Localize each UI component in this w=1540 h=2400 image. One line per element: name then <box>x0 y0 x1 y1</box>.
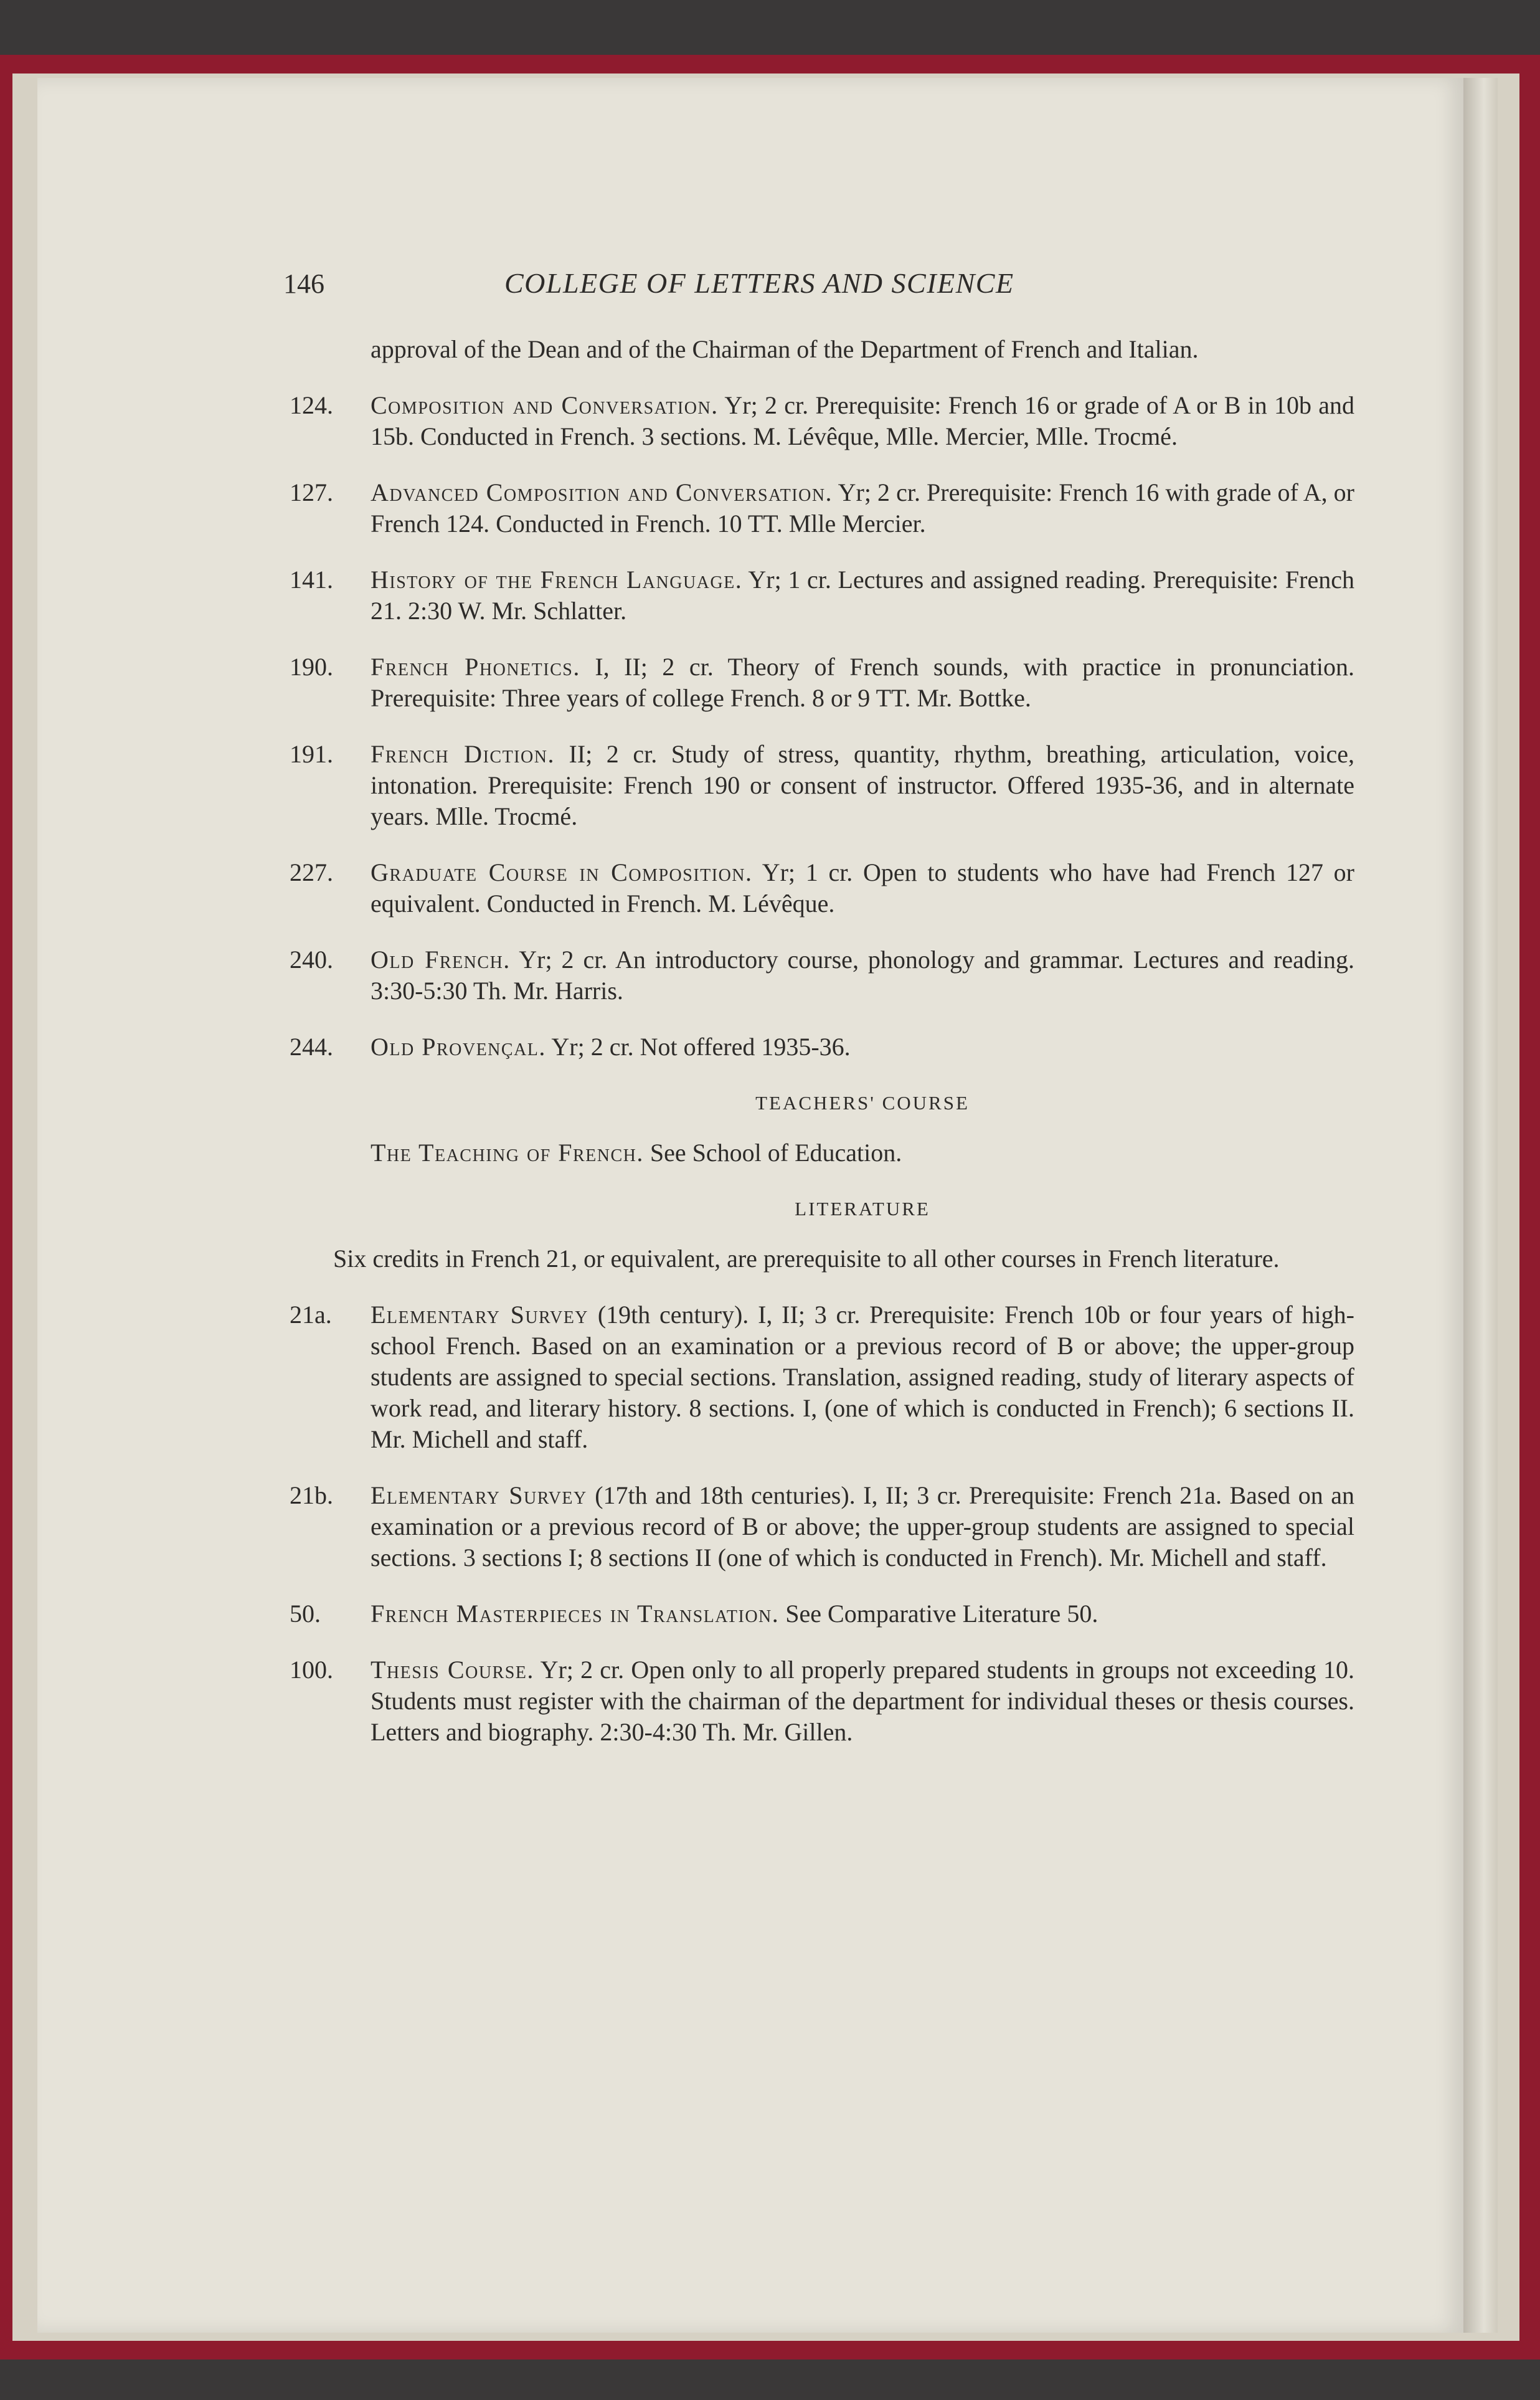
page-content <box>283 268 1354 1773</box>
course-body: Yr; 1 cr. Open to students who have had French 127 or equivalent. Conducted in French. M. Lévêque. <box>371 858 1354 918</box>
teachers-course-entry <box>371 1137 1354 1169</box>
course-number: 21a. <box>290 1301 332 1329</box>
literature-intro: Six credits in French 21, or equivalent, are prerequisite to all other courses in French literature. <box>333 1245 1280 1273</box>
course-title: French Diction. <box>371 740 555 768</box>
course-number: 227. <box>290 858 333 886</box>
page-number: 146 <box>283 268 324 299</box>
course-body: I, II; 2 cr. Theory of French sounds, with practice in pronunciation. Prerequisite: Three years of college French. 8 or 9 TT. Mr. Bottke. <box>371 653 1354 712</box>
course-number: 100. <box>290 1656 333 1684</box>
course-body: See Comparative Literature 50. <box>779 1600 1098 1628</box>
course-body: (17th and 18th centuries). I, II; 3 cr. Prerequisite: French 21a. Based on an examination or a previous record of B or above; the upper-group students are assigned to special sections. 3 sections I; 8 sections II (one of which is conducted in French). Mr. Michell and staff. <box>371 1481 1354 1572</box>
course-number: 190. <box>290 653 333 681</box>
course-description <box>371 564 1354 627</box>
course-entry <box>283 1598 1354 1629</box>
course-body: Yr; 2 cr. Open only to all properly prepared students in groups not exceeding 10. Students must register with the chairman of the department for individual theses or thesis courses. Letters and biography. 2:30-4:30 Th. Mr. Gillen. <box>371 1656 1354 1746</box>
course-number: 124. <box>290 391 333 419</box>
course-description <box>371 1598 1354 1629</box>
course-description <box>371 1480 1354 1573</box>
course-entry <box>283 944 1354 1007</box>
course-entry <box>283 564 1354 627</box>
continuation-text: approval of the Dean and of the Chairman of the Department of French and Italian. <box>371 335 1199 363</box>
course-body: II; 2 cr. Study of stress, quantity, rhythm, breathing, articulation, voice, intonation. Prerequisite: French 190 or consent of instructor. Offered 1935-36, and in alternate years. Mlle. Trocmé. <box>371 740 1354 830</box>
course-entry <box>283 857 1354 919</box>
course-title: History of the French Language. <box>371 566 743 594</box>
course-body: (19th century). I, II; 3 cr. Prerequisite: French 10b or four years of high-school French. Based on an examination or a previous record of B or above; the upper-group students are assigned to special sections. Translation, assigned reading, study of literary aspects of work read, and literary history. 8 sections. I, (one of which is conducted in French); 6 sections II. Mr. Michell and staff. <box>371 1301 1354 1453</box>
course-entry <box>283 1032 1354 1063</box>
course-title: Elementary Survey <box>371 1301 589 1329</box>
course-title: Elementary Survey <box>371 1481 587 1509</box>
course-title: Advanced Composition and Conversation. <box>371 478 833 506</box>
course-number: 21b. <box>290 1481 333 1509</box>
course-number: 191. <box>290 740 333 768</box>
course-entry <box>283 390 1354 452</box>
page-gutter <box>1463 78 1498 2333</box>
course-entry <box>283 652 1354 714</box>
course-title: Graduate Course in Composition. <box>371 858 753 886</box>
course-body: Yr; 2 cr. Prerequisite: French 16 or grade of A or B in 10b and 15b. Conducted in French. 3 sections. M. Lévêque, Mlle. Mercier, Mlle. Trocmé. <box>371 391 1354 450</box>
course-title: The Teaching of French. <box>371 1139 644 1167</box>
course-description <box>371 739 1354 832</box>
course-description <box>371 1299 1354 1455</box>
course-description <box>371 477 1354 539</box>
course-title: French Phonetics. <box>371 653 580 681</box>
course-number: 240. <box>290 946 333 974</box>
course-description <box>371 857 1354 919</box>
course-entry <box>283 1480 1354 1573</box>
course-body: Yr; 2 cr. Prerequisite: French 16 with grade of A, or French 124. Conducted in French. 10 TT. Mlle Mercier. <box>371 478 1354 538</box>
page-header <box>283 268 1354 300</box>
course-body: Yr; 2 cr. An introductory course, phonology and grammar. Lectures and reading. 3:30-5:30 Th. Mr. Harris. <box>371 946 1354 1005</box>
course-number: 127. <box>290 478 333 506</box>
literature-course-list <box>283 1299 1354 1748</box>
course-number: 50. <box>290 1600 321 1628</box>
language-course-list <box>283 390 1354 1063</box>
course-body: Yr; 1 cr. Lectures and assigned reading. Prerequisite: French 21. 2:30 W. Mr. Schlatter. <box>371 566 1354 625</box>
course-description <box>371 390 1354 452</box>
course-title: French Masterpieces in Translation. <box>371 1600 780 1628</box>
course-title: Old French. <box>371 946 511 974</box>
course-title: Composition and Conversation. <box>371 391 719 419</box>
course-number: 141. <box>290 566 333 594</box>
course-number: 244. <box>290 1033 333 1061</box>
course-title: Thesis Course. <box>371 1656 534 1684</box>
course-entry <box>283 477 1354 539</box>
course-description <box>371 1654 1354 1748</box>
course-body: See School of Education. <box>643 1139 902 1167</box>
course-entry <box>283 739 1354 832</box>
literature-heading: LITERATURE <box>795 1198 930 1220</box>
course-body: Yr; 2 cr. Not offered 1935-36. <box>546 1033 851 1061</box>
course-description <box>371 1032 1354 1063</box>
running-head: COLLEGE OF LETTERS AND SCIENCE <box>504 267 1014 299</box>
course-description <box>371 652 1354 714</box>
course-title: Old Provençal. <box>371 1033 546 1061</box>
course-description <box>371 944 1354 1007</box>
course-entry <box>283 1654 1354 1748</box>
course-entry <box>283 1299 1354 1455</box>
teachers-course-heading: TEACHERS' COURSE <box>755 1092 970 1114</box>
